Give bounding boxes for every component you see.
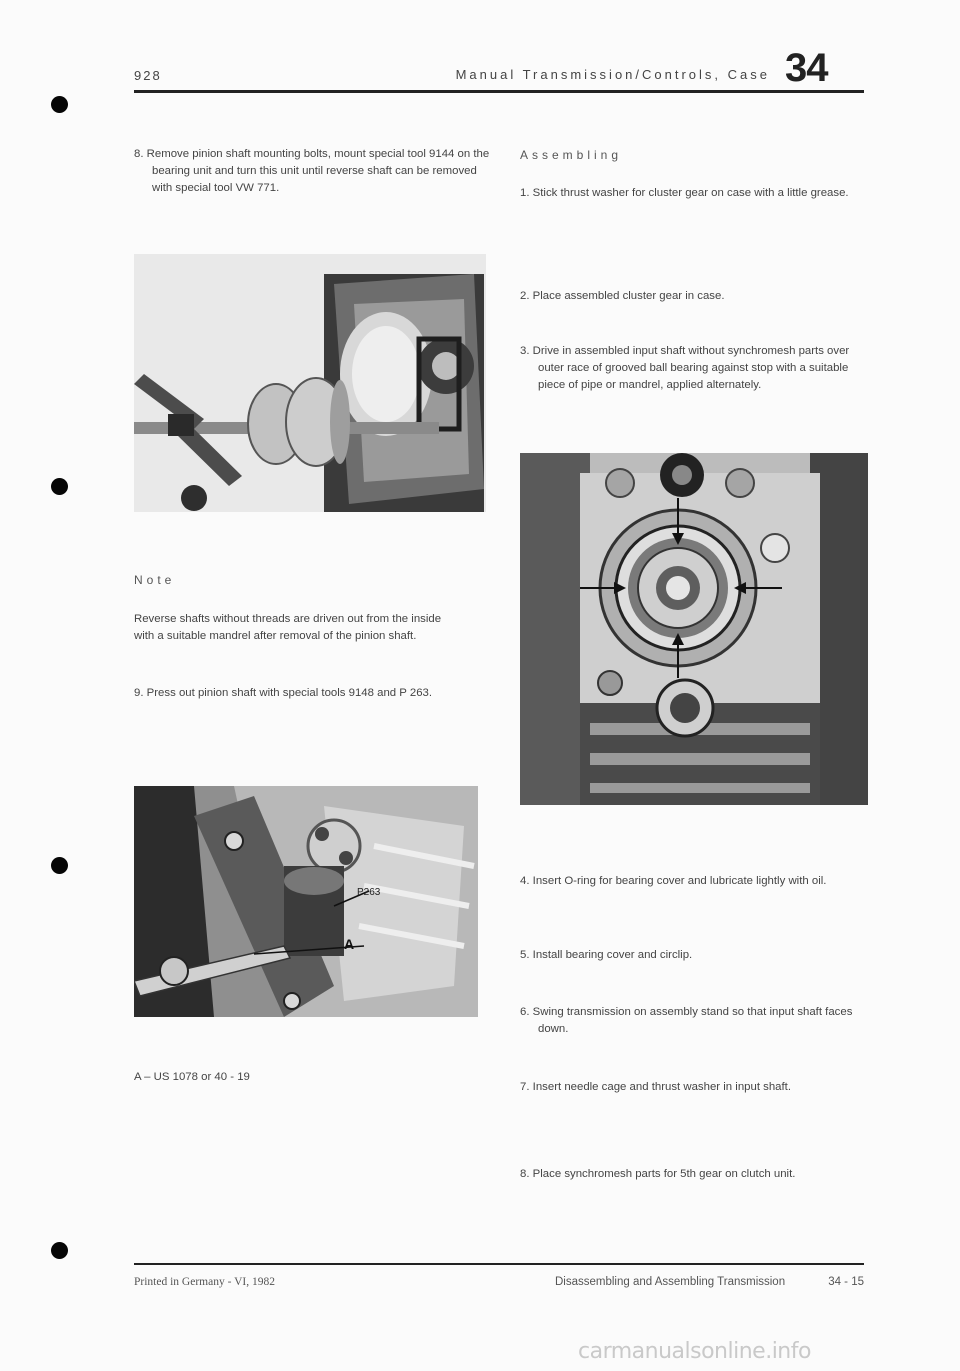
binder-hole (51, 478, 68, 495)
photo-caption: A – US 1078 or 40 - 19 (134, 1071, 250, 1083)
binder-hole (51, 1242, 68, 1259)
photo-input-shaft-bearing (520, 453, 868, 805)
watermark-text: carmanualsonline.info (578, 1339, 811, 1364)
photo-pinion-shaft-press (134, 786, 478, 1017)
assembly-step-7: 7. Insert needle cage and thrust washer in input shaft. (520, 1081, 792, 1093)
footer-section: Disassembling and Assembling Transmission (555, 1276, 786, 1288)
binder-hole (51, 96, 68, 113)
assembly-step-4: 4. Insert O-ring for bearing cover and lubricate lightly with oil. (520, 875, 827, 887)
step-8-remove-pinion: 8. Remove pinion shaft mounting bolts, mount special tool 9144 on the bearing unit and turn this unit until reverse shaft can be removed with special tool VW 771. (134, 148, 490, 194)
note-heading: Note (134, 573, 176, 587)
page-number: 34 - 15 (828, 1276, 864, 1288)
header-rule (134, 90, 864, 93)
assembly-step-1: 1. Stick thrust washer for cluster gear on case with a little grease. (520, 187, 849, 199)
page-title: Manual Transmission/Controls, Case (455, 67, 770, 82)
assembly-step-2: 2. Place assembled cluster gear in case. (520, 290, 725, 302)
footer-printed: Printed in Germany - VI, 1982 (134, 1276, 275, 1288)
group-number: 34 (785, 46, 828, 90)
assembly-step-6: 6. Swing transmission on assembly stand so that input shaft faces down. (520, 1006, 853, 1035)
assembly-step-3: 3. Drive in assembled input shaft without synchromesh parts over outer race of grooved ball bearing against stop with a suitable piece of pipe or mandrel, applied alternately. (520, 345, 850, 391)
step-9-press-out-pinion: 9. Press out pinion shaft with special tools 9148 and P 263. (134, 687, 433, 699)
footer-rule (134, 1263, 864, 1265)
binder-hole (51, 857, 68, 874)
assembly-step-8: 8. Place synchromesh parts for 5th gear on clutch unit. (520, 1168, 796, 1180)
assembling-heading: Assembling (520, 148, 623, 162)
photo-reverse-shaft-removal (134, 254, 486, 512)
note-text: Reverse shafts without threads are driven out from the inside with a suitable mandrel after removal of the pinion shaft. (134, 613, 442, 642)
model-number: 928 (134, 68, 162, 83)
callout-a: A (344, 936, 355, 952)
callout-p263: P263 (357, 887, 381, 898)
assembly-step-5: 5. Install bearing cover and circlip. (520, 949, 693, 961)
